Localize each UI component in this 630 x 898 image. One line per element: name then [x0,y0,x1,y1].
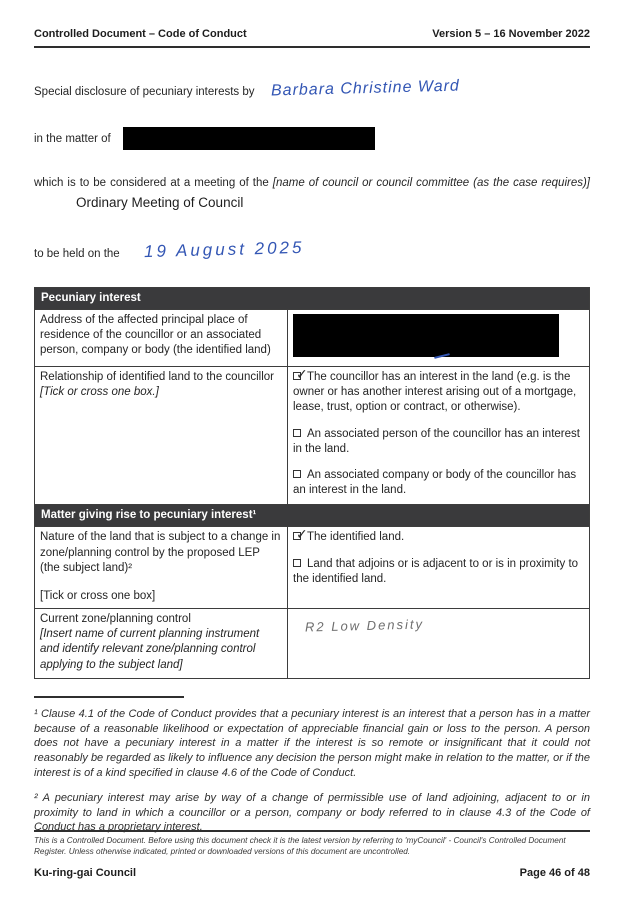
option-label: An associated person of the councillor has an interest in the land. [293,427,580,455]
zone-label: Current zone/planning control [40,613,191,626]
footnote-2: ² A pecuniary interest may arise by way of a change of permissible use of land adjoining, adjacent to or in proximity to land in which a councillor or a person, company or body referred to in clause 4.3 of the Code of Conduct has a proprietary interest. [34,792,590,834]
held-label: to be held on the [34,247,120,260]
relationship-option-1 [293,366,583,416]
relationship-row [35,367,590,505]
disclosure-line [34,77,590,100]
meeting-prefix: which is to be considered at a meeting of the [34,177,273,189]
meeting-line [34,175,590,214]
option-label: The identified land. [307,531,405,544]
footer-page-number: Page 46 of 48 [519,867,590,880]
nature-label: Nature of the land that is subject to a change in zone/planning control by the proposed LEP (the subject land)² [40,531,281,574]
zone-instruction: [Insert name of current planning instrument and identify relevant zone/planning control applying to the subject land] [40,628,260,671]
matter-redaction-box [123,127,375,150]
page-footer [34,830,590,879]
address-label-cell: Address of the affected principal place of residence of the councillor or an associated person, company or body (the identified land) [35,309,288,366]
nature-option-1 [293,526,583,545]
address-row [35,309,590,366]
spacer [40,576,281,589]
tick-mark: ✓ [296,526,308,543]
zone-label-cell [35,609,288,679]
address-value-cell [288,309,590,366]
held-line [34,237,590,261]
tick-mark: ✓ [296,366,308,383]
pecuniary-interest-table [34,287,590,679]
checkbox-councillor-interest[interactable] [293,366,308,383]
footnote-separator [34,696,184,698]
matter-label: in the matter of [34,132,111,145]
zone-value-handwritten: R2 Low Density [304,616,425,635]
footnotes-section [34,696,590,846]
disclosure-label: Special disclosure of pecuniary interests by [34,86,255,98]
relationship-label-cell [35,367,288,505]
zone-row [35,609,590,679]
zone-value-cell [288,609,590,679]
footnote-1: ¹ Clause 4.1 of the Code of Conduct provides that a pecuniary interest is an interest that a person has in a matter because of a reasonable likelihood or expectation of appreciable financial gain or loss to the person. A person does not have a pecuniary interest in a matter if the interest is so remote or insignificant that it could not reasonably be regarded as likely to influence any decision the person might make in relation to the matter, or if the interest is of a kind specified in clause 4.6 of the Code of Conduct. [34,708,590,779]
relationship-label: Relationship of identified land to the councillor [40,371,274,384]
footer-bottom-row [34,867,590,879]
relationship-instruction: [Tick or cross one box.] [40,386,159,399]
section-header-row [35,505,590,527]
matter-line [34,127,590,150]
nature-option-2 [293,557,583,587]
checkbox-associated-company[interactable] [293,470,301,478]
held-date-handwritten: 19 August 2025 [143,237,305,261]
section2-header: Matter giving rise to pecuniary interest¹ [35,505,590,527]
nature-options-cell [288,527,590,609]
relationship-option-2 [293,427,583,457]
checkbox-associated-person[interactable] [293,429,301,437]
header-version: Version 5 – 16 November 2022 [432,28,590,40]
header-title: Controlled Document – Code of Conduct [34,28,247,40]
relationship-options-cell [288,367,590,505]
footer-org: Ku-ring-gai Council [34,867,137,880]
controlled-document-notice: This is a Controlled Document. Before using this document check it is the latest version by referring to 'myCouncil' - Council's Controlled Document Register. Unless otherwise indicated, printed or downloaded versions of this document are uncontrolled. [34,836,566,857]
nature-label-cell [35,527,288,609]
nature-instruction: [Tick or cross one box] [40,589,156,602]
disclosure-name-handwritten: Barbara Christine Ward [270,77,460,100]
checkbox-identified-land[interactable] [293,526,308,543]
address-redaction-box [293,314,559,357]
section-header-row [35,287,590,309]
option-label: An associated company or body of the councillor has an interest in the land. [293,468,577,497]
option-label: Land that adjoins or is adjacent to or is in proximity to the identified land. [293,557,579,585]
footer-rule [34,830,590,832]
checkbox-adjoining-land[interactable] [293,559,301,567]
nature-row [35,527,590,609]
document-header [34,28,590,48]
section1-header: Pecuniary interest [35,287,590,309]
relationship-option-3 [293,468,583,498]
option-label: The councillor has an interest in the land (e.g. is the owner or has another interest arising out of a mortgage, lease, trust, option or contract, or otherwise). [293,371,577,414]
meeting-placeholder: [name of council or council committee (as the case requires)] [272,177,591,189]
meeting-value: Ordinary Meeting of Council [76,194,244,210]
